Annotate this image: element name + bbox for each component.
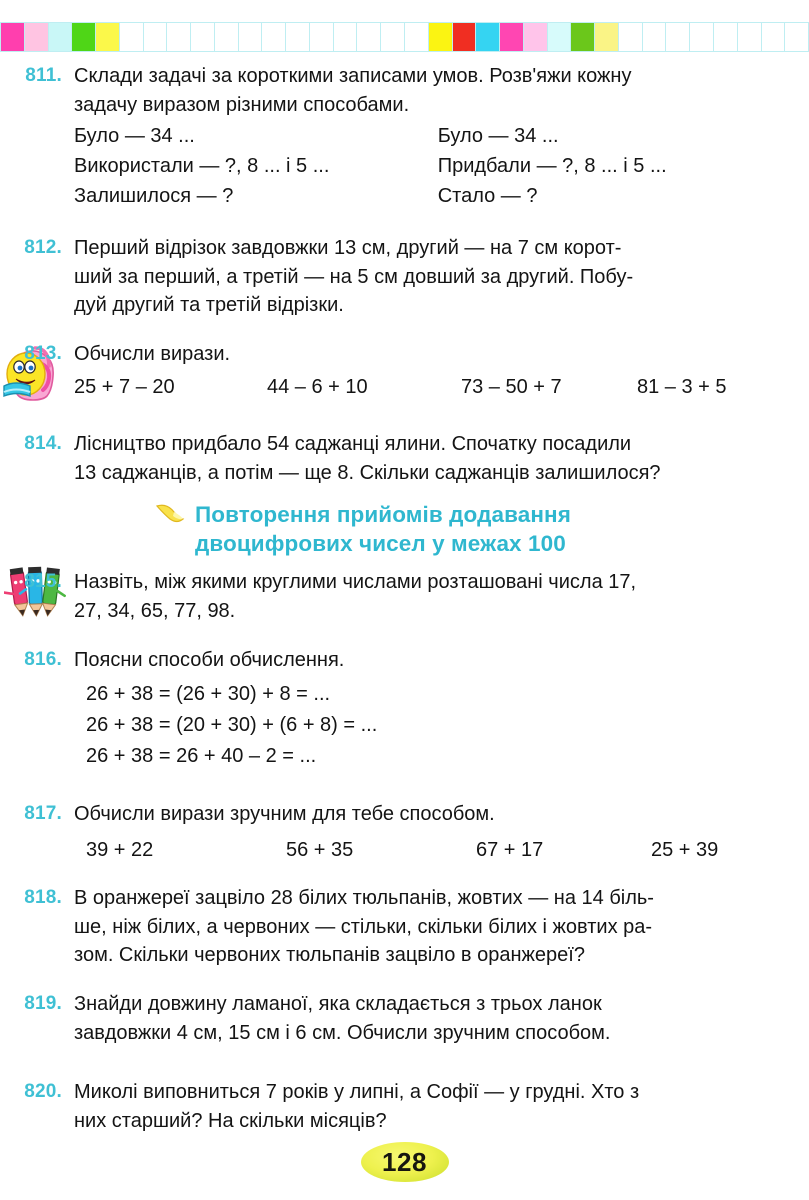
problem-number: 813.	[24, 343, 62, 364]
problem-text-line: завдовжки 4 см, 15 см і 6 см. Обчисли зручним способом.	[74, 1021, 611, 1044]
header-strip-cell	[524, 22, 548, 52]
header-strip-cell	[762, 22, 786, 52]
table-row	[74, 151, 754, 181]
problem-text-line: них старший? На скільки місяців?	[74, 1109, 387, 1132]
short-conditions-table	[74, 121, 754, 211]
problem-text-line: ше, ніж білих, а червоних — стільки, скільки білих і жовтих ра-	[74, 915, 653, 938]
problem-text-line: Обчисли вирази.	[74, 343, 231, 365]
header-strip-cell	[571, 22, 595, 52]
problem-812	[0, 234, 809, 320]
problem-816	[0, 646, 809, 772]
problem-text-line: Перший відрізок завдовжки 13 см, другий — на 7 см корот-	[74, 237, 622, 259]
condition-left: Було — 34 ...	[74, 125, 195, 147]
condition-right: Придбали — ?, 8 ... і 5 ...	[437, 155, 667, 177]
equation: 26 + 38 = (20 + 30) + (6 + 8) = ...	[86, 713, 378, 736]
section-heading	[155, 500, 571, 558]
problem-814	[0, 430, 809, 487]
header-strip-cell	[405, 22, 429, 52]
problem-text-line: дуй другий та третій відрізки.	[74, 294, 344, 316]
header-strip-cell	[49, 22, 73, 52]
section-heading-line: Повторення прийомів додавання	[195, 502, 571, 527]
header-strip-cell	[191, 22, 215, 52]
expression-row	[74, 835, 754, 865]
condition-right: Стало — ?	[437, 185, 538, 207]
header-strip-cell	[690, 22, 714, 52]
decorative-header-strip	[0, 22, 809, 52]
problem-text-line: Склади задачі за короткими записами умов. Розв'яжи кожну	[74, 65, 632, 87]
problem-number: 817.	[24, 803, 62, 824]
problem-817	[0, 800, 809, 865]
header-strip-cell	[619, 22, 643, 52]
expression: 25 + 39	[651, 838, 719, 861]
header-strip-cell	[714, 22, 738, 52]
problem-number: 815.	[24, 571, 62, 592]
header-strip-cell	[334, 22, 358, 52]
header-strip-cell	[96, 22, 120, 52]
problem-text-line: Обчисли вирази зручним для тебе способом.	[74, 803, 495, 825]
header-strip-cell	[785, 22, 809, 52]
header-strip-cell	[381, 22, 405, 52]
header-strip-cell	[643, 22, 667, 52]
equation: 26 + 38 = 26 + 40 – 2 = ...	[86, 744, 317, 767]
problem-text-line: Знайди довжину ламаної, яка складається з трьох ланок	[74, 993, 602, 1015]
table-row	[74, 121, 754, 151]
problem-text-line: Назвіть, між якими круглими числами розташовані числа 17,	[74, 571, 637, 593]
problem-text-line: задачу виразом різними способами.	[74, 93, 410, 116]
expression: 73 – 50 + 7	[461, 375, 562, 398]
section-heading-line: двоцифрових чисел у межах 100	[195, 531, 566, 556]
expression: 25 + 7 – 20	[74, 375, 175, 398]
expression-row	[74, 372, 754, 402]
problem-819	[0, 990, 809, 1047]
expression: 39 + 22	[86, 838, 154, 861]
header-strip-cell	[476, 22, 500, 52]
header-strip-cell	[25, 22, 49, 52]
equation: 26 + 38 = (26 + 30) + 8 = ...	[86, 682, 331, 705]
header-strip-cell	[429, 22, 453, 52]
problem-text-line: 27, 34, 65, 77, 98.	[74, 599, 236, 622]
expression: 56 + 35	[286, 838, 354, 861]
expression: 81 – 3 + 5	[637, 375, 727, 398]
page-number-container	[0, 1142, 809, 1182]
problem-text-line: Лісництво придбало 54 саджанці ялини. Спочатку посадили	[74, 433, 632, 455]
expression: 44 – 6 + 10	[267, 375, 368, 398]
problem-text-line: ший за перший, а третій — на 5 см довший за другий. Побу-	[74, 265, 634, 288]
problem-number: 816.	[24, 649, 62, 670]
header-strip-cell	[738, 22, 762, 52]
header-strip-cell	[595, 22, 619, 52]
problem-text-line: Миколі виповниться 7 років у липні, а Софії — у грудні. Хто з	[74, 1081, 640, 1103]
header-strip-cell	[286, 22, 310, 52]
table-row	[74, 181, 754, 211]
expression: 67 + 17	[476, 838, 544, 861]
header-strip-cell	[310, 22, 334, 52]
header-strip-cell	[144, 22, 168, 52]
page-number-badge: 128	[361, 1142, 449, 1182]
problem-number: 820.	[24, 1081, 62, 1102]
header-strip-cell	[357, 22, 381, 52]
header-strip-cell	[72, 22, 96, 52]
header-strip-cell	[0, 22, 25, 52]
header-strip-cell	[215, 22, 239, 52]
problem-text-line: зом. Скільки червоних тюльпанів зацвіло в оранжереї?	[74, 944, 585, 966]
condition-right: Було — 34 ...	[437, 125, 559, 147]
problem-number: 811.	[25, 65, 62, 86]
problem-number: 818.	[24, 887, 62, 908]
problem-815	[0, 568, 809, 625]
yellow-arrow-icon	[155, 500, 185, 533]
problem-text-line: В оранжереї зацвіло 28 білих тюльпанів, жовтих — на 14 біль-	[74, 887, 654, 909]
header-strip-cell	[167, 22, 191, 52]
header-strip-cell	[262, 22, 286, 52]
problem-813	[0, 340, 809, 402]
problem-818	[0, 884, 809, 970]
problem-number: 819.	[24, 993, 62, 1014]
header-strip-cell	[239, 22, 263, 52]
header-strip-cell	[500, 22, 524, 52]
header-strip-cell	[120, 22, 144, 52]
problem-number: 814.	[24, 433, 62, 454]
header-strip-cell	[453, 22, 477, 52]
problem-text-line: Поясни способи обчислення.	[74, 649, 345, 671]
condition-left: Залишилося — ?	[74, 185, 234, 207]
condition-left: Використали — ?, 8 ... і 5 ...	[74, 155, 330, 177]
problem-text-line: 13 саджанців, а потім — ще 8. Скільки саджанців залишилося?	[74, 461, 661, 484]
header-strip-cell	[666, 22, 690, 52]
problem-811	[0, 62, 809, 211]
section-heading-text	[185, 500, 571, 558]
equation-list	[74, 675, 754, 772]
problem-820	[0, 1078, 809, 1135]
problem-number: 812.	[24, 237, 62, 258]
header-strip-cell	[548, 22, 572, 52]
